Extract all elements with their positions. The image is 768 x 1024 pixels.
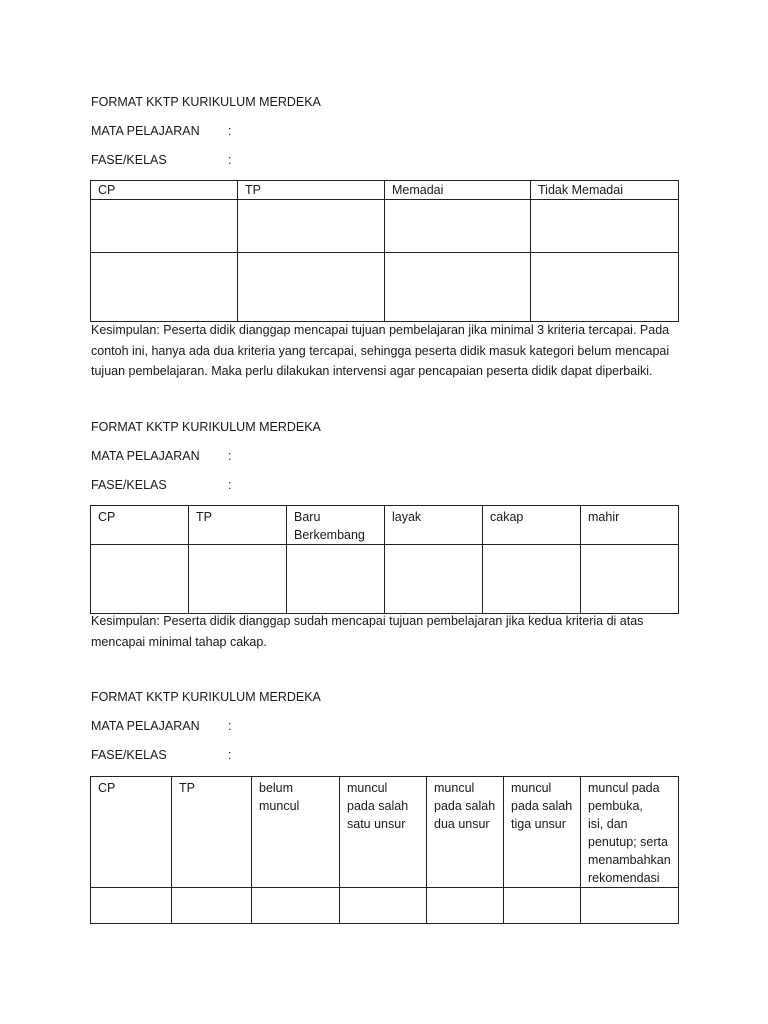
section2-fase-kelas-colon: : xyxy=(228,478,232,492)
header-tidak-memadai: Tidak Memadai xyxy=(531,181,679,200)
header-baru-berkembang: Baru Berkembang xyxy=(287,506,385,545)
table-cell[interactable] xyxy=(340,888,427,924)
table-cell[interactable] xyxy=(238,200,385,253)
section1-fase-kelas-label: FASE/KELAS xyxy=(91,153,167,167)
section1-fase-kelas-colon: : xyxy=(228,153,232,167)
table-row xyxy=(91,888,679,924)
table-cell[interactable] xyxy=(287,545,385,614)
header-muncul-tiga-unsur: muncul pada salah tiga unsur xyxy=(504,777,581,888)
header-cp: CP xyxy=(91,777,172,888)
table-header-row xyxy=(91,181,679,200)
header-tp: TP xyxy=(172,777,252,888)
section3-assessment-table xyxy=(90,776,679,924)
header-tp: TP xyxy=(189,506,287,545)
table-cell[interactable] xyxy=(385,200,531,253)
header-memadai: Memadai xyxy=(385,181,531,200)
section3-title: FORMAT KKTP KURIKULUM MERDEKA xyxy=(91,690,321,704)
header-muncul-dua-unsur: muncul pada salah dua unsur xyxy=(427,777,504,888)
conclusion-line: mencapai minimal tahap cakap. xyxy=(91,634,267,649)
section3-mata-pelajaran-colon: : xyxy=(228,719,232,733)
table-cell[interactable] xyxy=(581,545,679,614)
table-row xyxy=(91,253,679,322)
table-cell[interactable] xyxy=(91,545,189,614)
table-cell[interactable] xyxy=(91,200,238,253)
table-cell[interactable] xyxy=(531,200,679,253)
header-muncul-semua-rekomendasi: muncul pada pembuka, isi, dan penutup; serta menambahkan rekomendasi xyxy=(581,777,679,888)
section2-fase-kelas-label: FASE/KELAS xyxy=(91,478,167,492)
section1-title: FORMAT KKTP KURIKULUM MERDEKA xyxy=(91,95,321,109)
table-cell[interactable] xyxy=(172,888,252,924)
header-cp: CP xyxy=(91,181,238,200)
section3-fase-kelas-colon: : xyxy=(228,748,232,762)
table-header-row xyxy=(91,506,679,545)
table-cell[interactable] xyxy=(427,888,504,924)
section3-fase-kelas-label: FASE/KELAS xyxy=(91,748,167,762)
conclusion-line: tujuan pembelajaran. Maka perlu dilakukan intervensi agar pencapaian peserta didik dapat diperbaiki. xyxy=(91,364,653,378)
table-cell[interactable] xyxy=(91,888,172,924)
table-cell[interactable] xyxy=(385,545,483,614)
header-layak: layak xyxy=(385,506,483,545)
section1-mata-pelajaran-colon: : xyxy=(228,124,232,138)
table-cell[interactable] xyxy=(91,253,238,322)
table-cell[interactable] xyxy=(189,545,287,614)
header-tp: TP xyxy=(238,181,385,200)
conclusion-line: contoh ini, hanya ada dua kriteria yang tercapai, sehingga peserta didik masuk kategori belum mencapai xyxy=(91,343,670,358)
section2-assessment-table xyxy=(90,505,679,614)
table-cell[interactable] xyxy=(504,888,581,924)
header-belum-muncul: belum muncul xyxy=(252,777,340,888)
table-cell[interactable] xyxy=(385,253,531,322)
header-cakap: cakap xyxy=(483,506,581,545)
header-muncul-satu-unsur: muncul pada salah satu unsur xyxy=(340,777,427,888)
table-cell[interactable] xyxy=(483,545,581,614)
section1-assessment-table xyxy=(90,180,679,322)
section2-mata-pelajaran-label: MATA PELAJARAN xyxy=(91,449,200,463)
table-cell[interactable] xyxy=(581,888,679,924)
section1-conclusion xyxy=(91,320,691,382)
section1-mata-pelajaran-label: MATA PELAJARAN xyxy=(91,124,200,138)
section2-conclusion xyxy=(91,611,691,652)
table-header-row xyxy=(91,777,679,888)
table-cell[interactable] xyxy=(238,253,385,322)
conclusion-line: Kesimpulan: Peserta didik dianggap mencapai tujuan pembelajaran jika minimal 3 kriteria tercapai. Pada xyxy=(91,323,670,337)
section3-mata-pelajaran-label: MATA PELAJARAN xyxy=(91,719,200,733)
conclusion-line: Kesimpulan: Peserta didik dianggap sudah mencapai tujuan pembelajaran jika kedua kriteria di atas xyxy=(91,614,644,628)
header-cp: CP xyxy=(91,506,189,545)
section2-title: FORMAT KKTP KURIKULUM MERDEKA xyxy=(91,420,321,434)
section2-mata-pelajaran-colon: : xyxy=(228,449,232,463)
table-cell[interactable] xyxy=(531,253,679,322)
table-cell[interactable] xyxy=(252,888,340,924)
header-mahir: mahir xyxy=(581,506,679,545)
table-row xyxy=(91,545,679,614)
table-row xyxy=(91,200,679,253)
